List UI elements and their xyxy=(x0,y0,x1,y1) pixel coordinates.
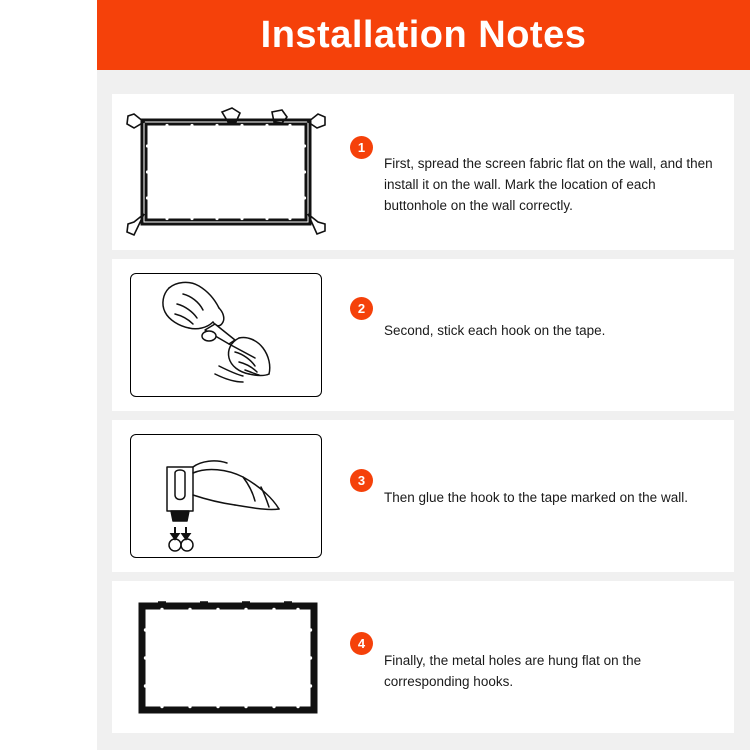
step-text-3: Then glue the hook to the tape marked on the wall. xyxy=(384,490,688,505)
page-header xyxy=(97,0,750,70)
step-text-4: Finally, the metal holes are hung flat on the corresponding hooks. xyxy=(384,653,642,689)
step-card-2 xyxy=(112,259,734,411)
step-number-badge-1: 1 xyxy=(350,136,373,159)
hand-pressing-hook-to-wall-illustration xyxy=(130,434,322,558)
step-card-4 xyxy=(112,581,734,733)
header-left-gutter xyxy=(0,0,97,70)
screen-fabric-with-corner-clips-illustration xyxy=(122,106,340,238)
step-number-badge-4: 4 xyxy=(350,632,373,655)
step-card-3 xyxy=(112,420,734,572)
body-left-gutter xyxy=(0,70,97,750)
page-title: Installation Notes xyxy=(260,13,587,56)
screen-hung-on-hooks-illustration xyxy=(128,594,333,720)
step-number-badge-3: 3 xyxy=(350,469,373,492)
hands-sticking-hook-on-tape-illustration xyxy=(130,273,322,397)
step-text-1: First, spread the screen fabric flat on the wall, and then install it on the wall. Mark the location of each buttonhole on the wall correctly. xyxy=(384,156,713,213)
step-number-badge-2: 2 xyxy=(350,297,373,320)
step-card-1 xyxy=(112,94,734,250)
step-text-2: Second, stick each hook on the tape. xyxy=(384,323,606,338)
